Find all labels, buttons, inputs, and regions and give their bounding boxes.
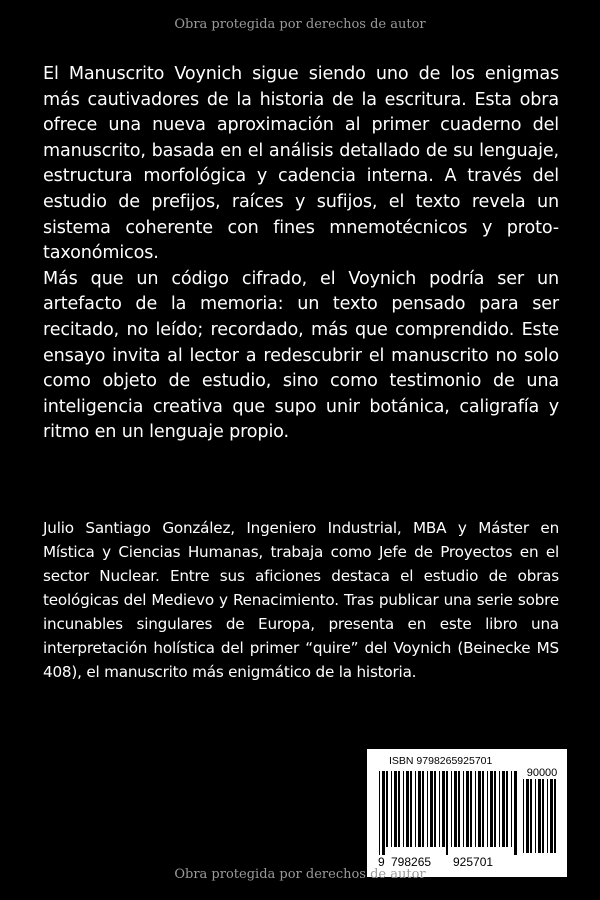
isbn-barcode [367,749,567,877]
barcode-bar [446,771,448,855]
barcode-bar [463,771,464,847]
copyright-watermark-top: Obra protegida por derechos de autor [174,17,426,32]
blurb-paragraph-1: El Manuscrito Voynich sigue siendo uno de los enigmas más cautivadores de la historia de la escritura. Esta obra ofrece una nueva aproximación al primer cuaderno del manuscrito, basada en el análisis detallado de su lenguaje, estructura morfológica y cadencia interna. A través del estudio de prefijos, raíces y sufijos, el texto revela un sistema coherente con fines mnemotécnicos y proto-taxonómicos. [43,64,559,264]
barcode-digits-right: 925701 [453,855,494,869]
book-blurb [43,62,559,446]
blurb-paragraph-2: Más que un código cifrado, el Voynich podría ser un artefacto de la memoria: un texto pensado para ser recitado, no leído; recordado, más que comprendido. Este ensayo invita al lector a redescubrir el manuscrito no solo como objeto de estudio, sino como testimonio de una inteligencia creativa que supo unir botánica, caligrafía y ritmo en un lenguaje propio. [43,268,559,443]
barcode-bar [458,771,460,847]
barcode-bar [427,771,428,847]
barcode-bar [502,771,505,847]
barcode-bar [511,771,512,847]
barcode-bar [490,771,493,847]
barcode-bar [403,771,404,847]
barcode-bar [382,771,385,855]
barcode-bar [470,771,472,847]
barcode-bar [418,771,421,847]
barcode-bar [398,771,400,847]
barcode-bar [514,771,517,855]
barcode-bar [494,771,496,847]
barcode-bar [451,771,452,847]
barcode-bar [554,779,556,853]
ean13-bars [379,771,517,855]
barcode-bar [386,771,388,847]
isbn-label: ISBN 9798265925701 [389,755,493,767]
barcode-bar [499,771,500,847]
copyright-watermark-bottom: Obra protegida por derechos de autor [174,867,426,882]
barcode-bar [454,771,457,847]
barcode-bar [487,771,488,847]
barcode-digit-first: 9 [378,855,385,869]
author-bio-text: Julio Santiago González, Ingeniero Industrial, MBA y Máster en Mística y Ciencias Humanas, trabaja como Jefe de Proyectos en el sector Nuclear. Entre sus aficiones destaca el estudio de obras teológicas del Medievo y Renacimiento. Tras publicar una serie sobre incunables singulares de Europa, presenta en este libro una interpretación holística del primer “quire” del Voynich (Beinecke MS 408), el manuscrito más enigmático de la historia. [43,519,559,681]
barcode-bar [547,779,548,853]
barcode-bar [415,771,416,847]
barcode-bar [550,779,553,853]
barcode-bar [538,779,541,853]
barcode-bar [434,771,436,847]
barcode-bar [391,771,392,847]
barcode-bar [406,771,409,847]
barcode-bar [430,771,433,847]
price-code: 90000 [526,767,558,779]
addon-bars [523,779,559,861]
barcode-bar [478,771,481,847]
barcode-bar [466,771,469,847]
author-bio [43,516,559,684]
barcode-bar [379,771,380,855]
barcode-bar [422,771,424,847]
barcode-bar [482,771,484,847]
barcode-bar [410,771,412,847]
barcode-bar [542,779,544,853]
barcode-bar [442,771,445,847]
barcode-bar [523,779,524,853]
barcode-digits-left: 798265 [391,855,432,869]
barcode-bar [394,771,397,847]
barcode-bar [526,779,529,853]
barcode-bar [439,771,440,847]
barcode-bar [475,771,476,847]
barcode-bar [530,779,532,853]
barcode-bar [506,771,508,847]
barcode-bar [535,779,536,853]
